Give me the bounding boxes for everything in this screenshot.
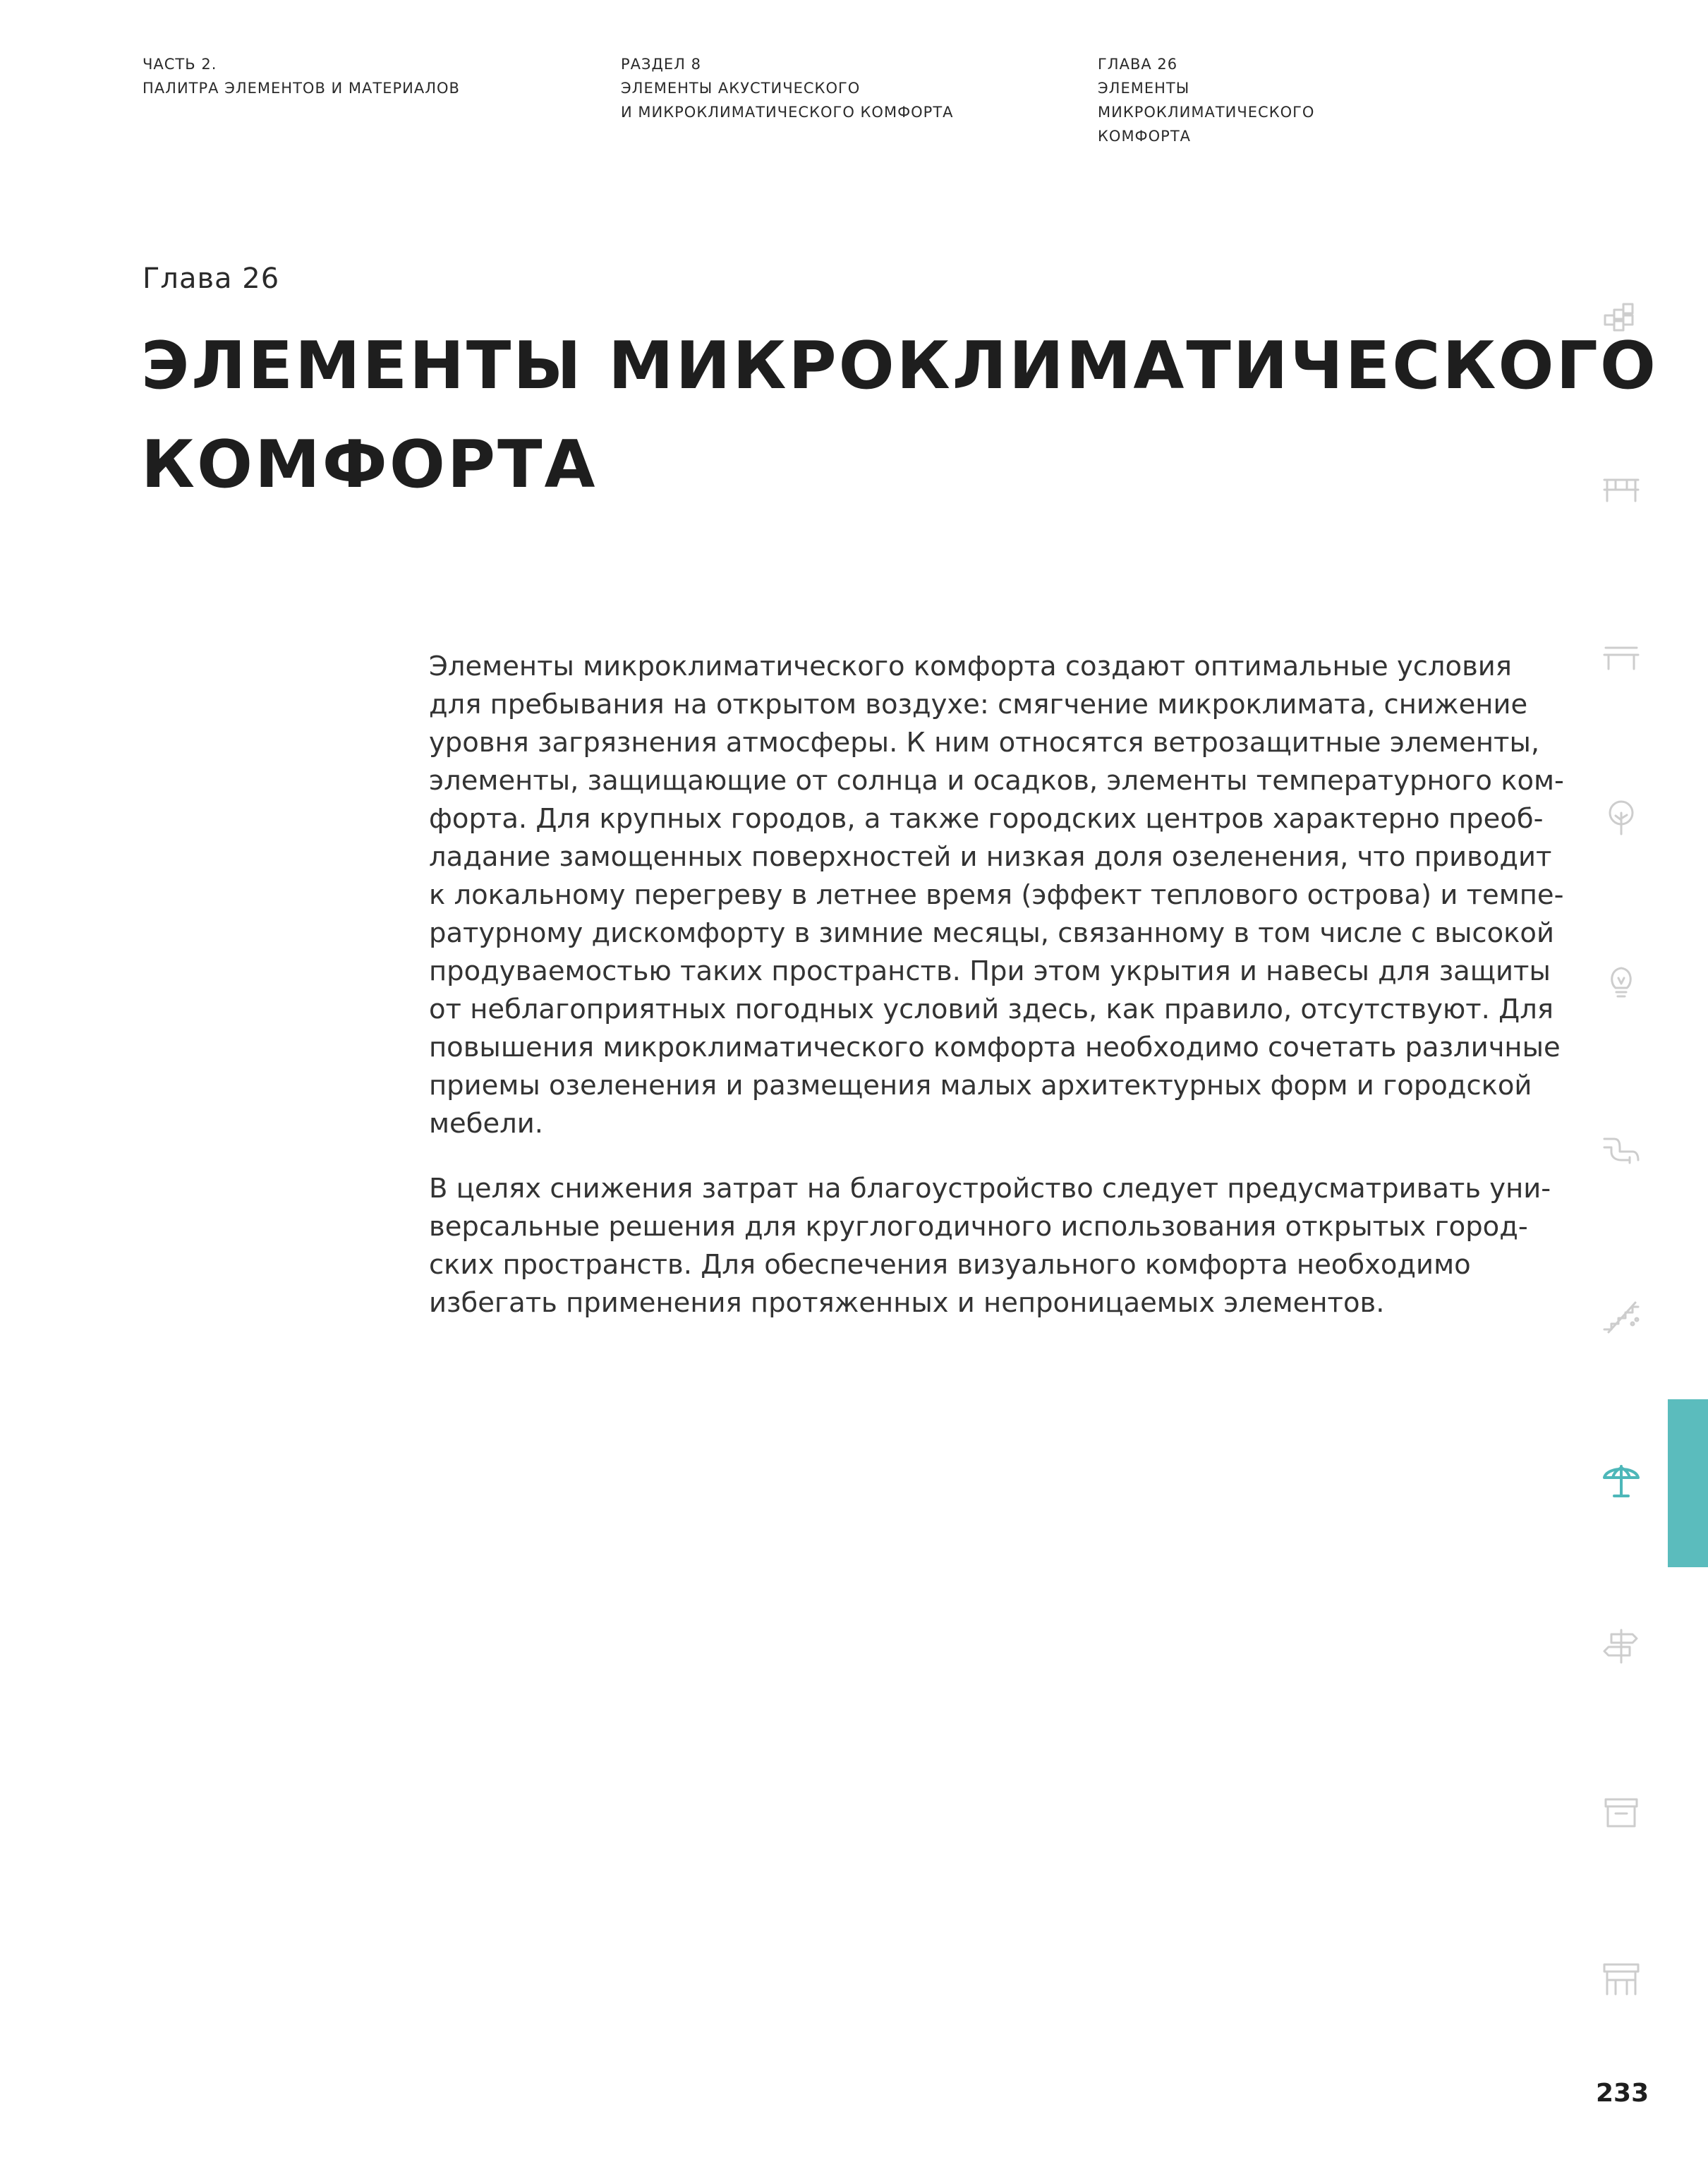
text-line: продуваемостью таких пространств. При этом укрытия и навесы для защиты bbox=[429, 955, 1551, 987]
running-head-line: И МИКРОКЛИМАТИЧЕСКОГО КОМФОРТА bbox=[621, 104, 954, 121]
text-line: ратурному дискомфорту в зимние месяцы, связанному в том числе с высокой bbox=[429, 917, 1554, 949]
bench-icon[interactable] bbox=[1601, 469, 1641, 508]
paragraph-intro bbox=[429, 648, 1564, 1143]
stairs-icon[interactable] bbox=[1601, 1296, 1641, 1335]
tree-icon[interactable] bbox=[1601, 797, 1641, 837]
running-head-part bbox=[143, 52, 460, 100]
active-chapter-tab[interactable] bbox=[1668, 1399, 1708, 1567]
umbrella-icon[interactable] bbox=[1601, 1459, 1641, 1499]
running-head-chapter bbox=[1098, 52, 1314, 148]
running-head-line: ЧАСТЬ 2. bbox=[143, 56, 217, 73]
page-title bbox=[141, 316, 1658, 514]
running-head-line: МИКРОКЛИМАТИЧЕСКОГО bbox=[1098, 104, 1315, 121]
running-head-line: РАЗДЕЛ 8 bbox=[621, 56, 701, 73]
text-line: к локальному перегреву в летнее время (эффект теплового острова) и темпе- bbox=[429, 879, 1564, 911]
box-icon[interactable] bbox=[1601, 1792, 1641, 1832]
text-line: версальные решения для круглогодичного использования открытых город- bbox=[429, 1211, 1528, 1243]
text-line: мебели. bbox=[429, 1108, 544, 1140]
signpost-icon[interactable] bbox=[1601, 1626, 1641, 1665]
table-icon[interactable] bbox=[1601, 638, 1641, 677]
kiosk-icon[interactable] bbox=[1601, 1959, 1641, 1998]
text-line: В целях снижения затрат на благоустройство следует предусматривать уни- bbox=[429, 1173, 1551, 1205]
running-head-line: ЭЛЕМЕНТЫ bbox=[1098, 80, 1190, 97]
text-line: Элементы микроклиматического комфорта создают оптимальные условия bbox=[429, 651, 1512, 682]
running-head-line: КОМФОРТА bbox=[1098, 128, 1192, 145]
pipe-icon[interactable] bbox=[1601, 1129, 1641, 1169]
paragraph-recommendations bbox=[429, 1170, 1551, 1322]
text-line: для пребывания на открытом воздухе: смягчение микроклимата, снижение bbox=[429, 689, 1528, 720]
text-line: ладание замощенных поверхностей и низкая доля озеленения, что приводит bbox=[429, 841, 1552, 873]
blocks-icon[interactable] bbox=[1601, 301, 1641, 341]
running-head-line: ЭЛЕМЕНТЫ АКУСТИЧЕСКОГО bbox=[621, 80, 861, 97]
lightbulb-icon[interactable] bbox=[1601, 962, 1641, 1002]
text-line: элементы, защищающие от солнца и осадков, элементы температурного ком- bbox=[429, 765, 1564, 797]
page-number: 233 bbox=[1596, 2079, 1649, 2108]
running-head-section bbox=[621, 52, 954, 124]
page-title-line: КОМФОРТА bbox=[141, 426, 598, 502]
body-text bbox=[429, 648, 1564, 1322]
text-line: форта. Для крупных городов, а также городских центров характерно преоб- bbox=[429, 803, 1544, 835]
running-head-line: ГЛАВА 26 bbox=[1098, 56, 1178, 73]
chapter-label: Глава 26 bbox=[143, 262, 280, 295]
text-line: от неблагоприятных погодных условий здесь, как правило, отсутствуют. Для bbox=[429, 994, 1554, 1025]
page-title-line: ЭЛЕМЕНТЫ МИКРОКЛИМАТИЧЕСКОГО bbox=[141, 327, 1658, 404]
text-line: повышения микроклиматического комфорта необходимо сочетать различные bbox=[429, 1032, 1561, 1063]
text-line: избегать применения протяженных и непроницаемых элементов. bbox=[429, 1287, 1385, 1319]
text-line: ских пространств. Для обеспечения визуального комфорта необходимо bbox=[429, 1249, 1471, 1281]
text-line: уровня загрязнения атмосферы. К ним относятся ветрозащитные элементы, bbox=[429, 727, 1540, 759]
running-head-line: ПАЛИТРА ЭЛЕМЕНТОВ И МАТЕРИАЛОВ bbox=[143, 80, 460, 97]
text-line: приемы озеленения и размещения малых архитектурных форм и городской bbox=[429, 1070, 1532, 1101]
